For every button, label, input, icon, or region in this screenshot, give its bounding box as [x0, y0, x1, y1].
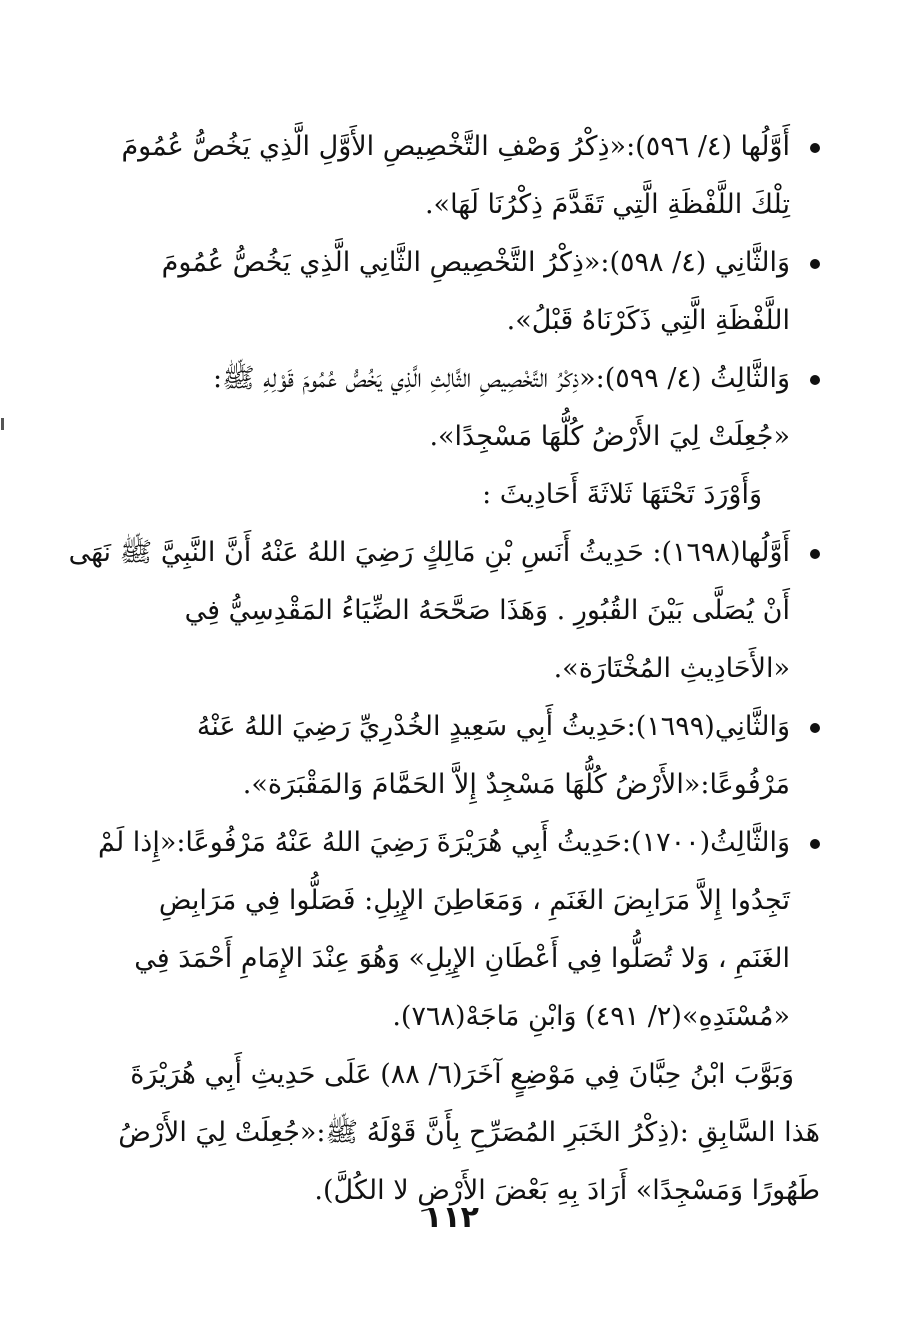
- text-line: وَالثَّانِي(١٦٩٩):حَدِيثُ أَبِي سَعِيدٍ الخُدْرِيِّ رَضِيَ اللهُ عَنْهُ: [196, 711, 790, 742]
- list-item: [52, 118, 820, 234]
- text-line: أَوَّلُها(١٦٩٨): حَدِيثُ أَنَسِ بْنِ مَالِكٍ رَضِيَ اللهُ عَنْهُ أَنَّ النَّبِيَّ ﷺ نَهَى: [68, 537, 790, 568]
- text-line: وَالثَّالِثُ(١٧٠٠):حَدِيثُ أَبِي هُرَيْرَةَ رَضِيَ اللهُ عَنْهُ مَرْفُوعًا:«إِذا لَمْ: [98, 827, 790, 858]
- text-line: الغَنَمِ ، وَلا تُصَلُّوا فِي أَعْطَانِ الإِبِلِ» وَهُوَ عِنْدَ الإِمَامِ أَحْمَدَ فِي: [134, 943, 790, 974]
- bullet-icon: [810, 549, 820, 559]
- intro-line: وَأَوْرَدَ تَحْتَهَا ثَلاثَةَ أَحَادِيثَ :: [482, 479, 762, 510]
- text-line: طَهُورًا وَمَسْجِدًا» أَرَادَ بِهِ بَعْضَ الأَرْضِ لا الكُلَّ).: [314, 1175, 820, 1206]
- text-line: «الأَحَادِيثِ المُخْتَارَة».: [553, 653, 790, 684]
- list-item: [52, 234, 820, 350]
- closing-paragraph: [52, 1046, 820, 1220]
- page-number: ١١٢: [424, 1200, 479, 1235]
- hadith-item: [52, 814, 820, 1046]
- hadith-item: [52, 698, 820, 814]
- page-body: [52, 118, 820, 1220]
- text-line: «جُعِلَتْ لِيَ الأَرْضُ كُلُّهَا مَسْجِدًا».: [429, 421, 790, 452]
- text-line: وَبَوَّبَ ابْنُ حِبَّانَ فِي مَوْضِعٍ آخَرَ(٦/ ٨٨) عَلَى حَدِيثِ أَبِي هُرَيْرَةَ: [130, 1059, 794, 1090]
- scan-edge-mark: [1, 418, 4, 430]
- bullet-icon: [810, 259, 820, 269]
- text-line: أَنْ يُصَلَّى بَيْنَ القُبُورِ . وَهَذَا صَحَّحَهُ الضِّيَاءُ المَقْدِسِيُّ فِي: [184, 595, 790, 626]
- bullet-icon: [810, 839, 820, 849]
- list-item: [52, 350, 820, 466]
- text-line: تَجِدُوا إِلاَّ مَرَابِضَ الغَنَمِ ، وَمَعَاطِنَ الإِبِلِ: فَصَلُّوا فِي مَرَابِضِ: [158, 885, 790, 916]
- bullet-icon: [810, 143, 820, 153]
- text-line: أَوَّلُها (٤/ ٥٩٦):«ذِكْرُ وَصْفِ التَّخْصِيصِ الأَوَّلِ الَّذِي يَخُصُّ عُمُومَ: [121, 131, 790, 162]
- bullet-icon: [810, 375, 820, 385]
- text-line: «مُسْنَدِهِ»(٢/ ٤٩١) وَابْنِ مَاجَهْ(٧٦٨).: [392, 1001, 790, 1032]
- text-line: مَرْفُوعًا:«الأَرْضُ كُلُّهَا مَسْجِدٌ إِلاَّ الحَمَّامَ وَالمَقْبَرَة».: [242, 769, 790, 800]
- text-line: وَالثَّالِثُ (٤/ ٥٩٩):«ذِكْرُ التَّخْصِيصِ الثَّالِثِ الَّذِي يَخُصُّ عُمُومَ قَوْلِهِ ﷺ:: [212, 363, 790, 394]
- text-line: تِلْكَ اللَّفْظَةِ الَّتِي تَقَدَّمَ ذِكْرُنَا لَهَا».: [424, 189, 790, 220]
- text-line: اللَّفْظَةِ الَّتِي ذَكَرْنَاهُ قَبْلُ».: [506, 305, 790, 336]
- text-line: وَالثَّانِي (٤/ ٥٩٨):«ذِكْرُ التَّخْصِيصِ الثَّانِي الَّذِي يَخُصُّ عُمُومَ: [161, 247, 790, 278]
- text-line: هَذا السَّابِقِ :(ذِكْرُ الخَبَرِ المُصَرِّحِ بِأَنَّ قَوْلَهُ ﷺ:«جُعِلَتْ لِيَ الأَرْضُ: [118, 1117, 820, 1148]
- bullet-icon: [810, 723, 820, 733]
- hadith-item: [52, 524, 820, 698]
